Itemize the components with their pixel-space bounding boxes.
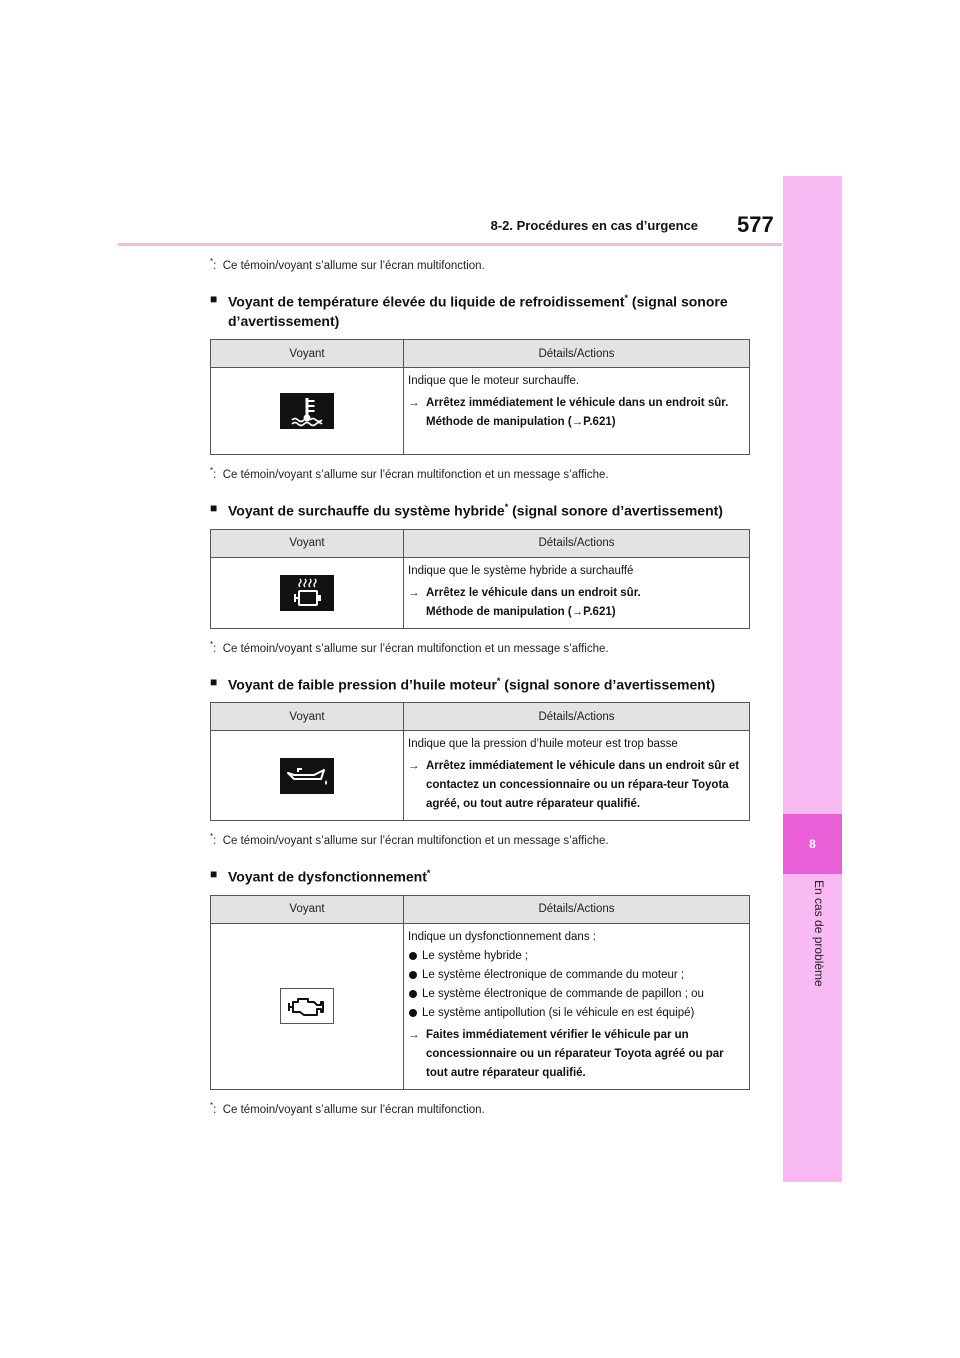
- detail-intro: Indique que le moteur surchauffe.: [408, 375, 580, 388]
- col-header-details: Détails/Actions: [404, 895, 750, 923]
- detail-action-link[interactable]: Méthode de manipulation (→P.621): [426, 416, 616, 429]
- footnote: *: Ce témoin/voyant s’allume sur l’écran multifonction et un message s’affiche.: [210, 466, 609, 482]
- detail-intro: Indique que la pression d’huile moteur est trop basse: [408, 738, 678, 751]
- section-title-text: Voyant de faible pression d’huile moteur: [228, 676, 497, 693]
- footnote-text: Ce témoin/voyant s’allume sur l’écran multifonction et un message s’affiche.: [222, 642, 609, 655]
- footnote: *: Ce témoin/voyant s’allume sur l’écran multifonction.: [210, 1100, 485, 1116]
- page-number: 577: [737, 212, 774, 237]
- section-title-malfunction: ■ Voyant de dysfonctionnement*: [210, 867, 431, 885]
- icon-cell: [211, 368, 404, 455]
- coolant-temperature-icon: [280, 393, 334, 429]
- detail-action: → Arrêtez immédiatement le véhicule dans un endroit sûr. Méthode de manipulation (→P.621): [408, 397, 729, 429]
- warning-table-oil: [210, 702, 750, 821]
- detail-action-text: Arrêtez immédiatement le véhicule dans un endroit sûr.: [426, 397, 729, 410]
- bullet-item: Le système antipollution (si le véhicule en est équipé): [408, 1004, 745, 1023]
- section-title-suffix: (signal sonore d’avertissement): [508, 502, 723, 519]
- chapter-side-tab: [783, 176, 842, 1182]
- bullet-item: Le système électronique de commande du moteur ;: [408, 966, 745, 985]
- footnote: *: Ce témoin/voyant s’allume sur l’écran multifonction et un message s’affiche.: [210, 832, 609, 848]
- details-cell: [404, 368, 750, 455]
- detail-intro: Indique que le système hybride a surchauffé: [408, 564, 634, 577]
- section-title-text: Voyant de dysfonctionnement: [228, 868, 427, 885]
- col-header-voyant: Voyant: [211, 895, 404, 923]
- section-title-coolant: ■ Voyant de température élevée du liquide de refroidissement* (signal sonore d’avertissement): [210, 291, 728, 330]
- details-cell: [404, 923, 750, 1089]
- footnote-text: Ce témoin/voyant s’allume sur l’écran multifonction.: [222, 259, 485, 272]
- header-rule: [118, 243, 782, 246]
- footnote-text: Ce témoin/voyant s’allume sur l’écran multifonction et un message s’affiche.: [222, 835, 609, 848]
- check-engine-icon: [280, 988, 334, 1024]
- hybrid-overheat-icon: [280, 575, 334, 611]
- detail-action-text: Arrêtez immédiatement le véhicule dans un endroit sûr et contactez un concessionnaire ou un répara-teur Toyota agréé, ou tout autre réparateur qualifié.: [426, 760, 740, 811]
- section-title-suffix: (signal sonore d’avertissement): [500, 676, 716, 693]
- chapter-label: En cas de problème: [812, 880, 826, 987]
- detail-action-text: Faites immédiatement vérifier le véhicule par un concessionnaire ou un réparateur Toyota agréé ou par tout autre réparateur qualifié.: [426, 1028, 724, 1079]
- detail-action: → Faites immédiatement vérifier le véhicule par un concessionnaire ou un réparateur Toyota agréé ou par tout autre réparateur qualifié.: [408, 1028, 724, 1079]
- footnote: *: Ce témoin/voyant s’allume sur l’écran multifonction et un message s’affiche.: [210, 639, 609, 655]
- col-header-voyant: Voyant: [211, 703, 404, 731]
- section-title-oil: ■ Voyant de faible pression d’huile moteur* (signal sonore d’avertissement): [210, 674, 716, 693]
- detail-action: → Arrêtez immédiatement le véhicule dans un endroit sûr et contactez un concessionnaire ou un répara-teur Toyota agréé, ou tout autre réparateur qualifié.: [408, 760, 740, 811]
- bullet-item: Le système électronique de commande de papillon ; ou: [408, 985, 745, 1004]
- section-title-hybrid: ■ Voyant de surchauffe du système hybride* (signal sonore d’avertissement): [210, 501, 723, 519]
- col-header-voyant: Voyant: [211, 340, 404, 368]
- bullet-item: Le système hybride ;: [408, 947, 745, 966]
- footnote-text: Ce témoin/voyant s’allume sur l’écran multifonction et un message s’affiche.: [222, 469, 609, 482]
- details-cell: [404, 731, 750, 821]
- footnote-top: *: Ce témoin/voyant s’allume sur l’écran multifonction.: [210, 257, 485, 272]
- col-header-details: Détails/Actions: [404, 703, 750, 731]
- col-header-details: Détails/Actions: [404, 340, 750, 368]
- section-title-suffix: (signal sonore d’avertissement): [228, 293, 728, 330]
- icon-cell: [211, 731, 404, 821]
- detail-action: → Arrêtez le véhicule dans un endroit sûr. Méthode de manipulation (→P.621): [408, 586, 641, 618]
- icon-cell: [211, 557, 404, 628]
- detail-action-text: Arrêtez le véhicule dans un endroit sûr.: [426, 586, 641, 599]
- details-cell: [404, 557, 750, 628]
- detail-action-link[interactable]: Méthode de manipulation (→P.621): [426, 605, 616, 618]
- chapter-number-tab[interactable]: 8: [783, 814, 842, 874]
- detail-intro: Indique un dysfonctionnement dans :: [408, 930, 596, 943]
- warning-table-hybrid: [210, 529, 750, 629]
- col-header-details: Détails/Actions: [404, 529, 750, 557]
- section-header: 8-2. Procédures en cas d’urgence: [490, 218, 698, 233]
- col-header-voyant: Voyant: [211, 529, 404, 557]
- section-title-text: Voyant de surchauffe du système hybride: [228, 502, 505, 519]
- oil-pressure-icon: [280, 758, 334, 794]
- warning-table-coolant: [210, 339, 750, 455]
- icon-cell: [211, 923, 404, 1089]
- page-content: [210, 252, 750, 1120]
- footnote-text: Ce témoin/voyant s’allume sur l’écran multifonction.: [222, 1103, 485, 1116]
- section-title-text: Voyant de température élevée du liquide de refroidissement: [228, 293, 625, 310]
- warning-table-malfunction: [210, 895, 750, 1090]
